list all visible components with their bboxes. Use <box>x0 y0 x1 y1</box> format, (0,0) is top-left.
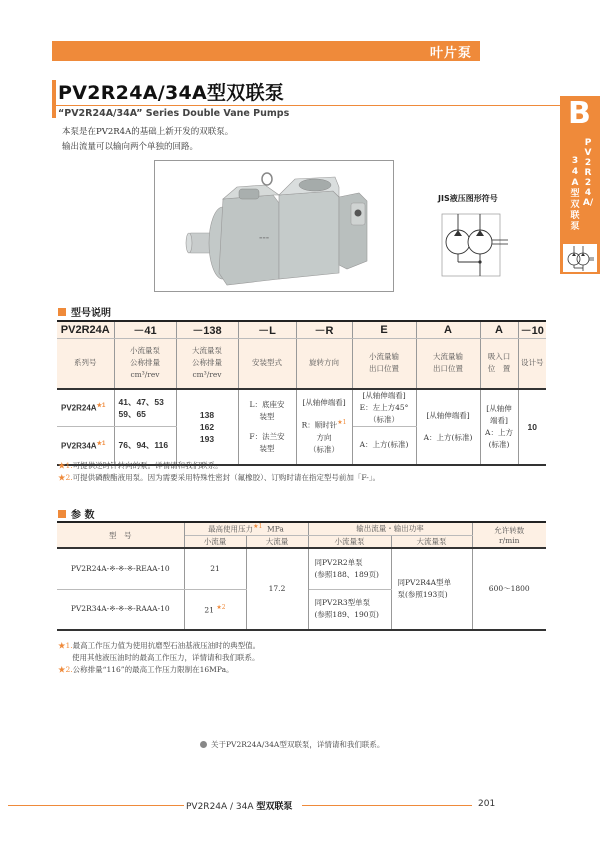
desc-small-displacement: 小流量泵 公称排量 cm³/rev <box>114 339 176 389</box>
small-outlet-cell: A：上方(标准) <box>352 427 416 465</box>
footer-rule-right <box>302 805 472 806</box>
desc-design: 设计号 <box>518 339 546 389</box>
code-large-displacement: －138 <box>176 321 238 339</box>
category-label: 叶片泵 <box>429 46 472 61</box>
large-displacement-cell: 138 162 193 <box>176 389 238 465</box>
page-subtitle: “PV2R24A/34A” Series Double Vane Pumps <box>58 108 290 119</box>
code-design: －10 <box>518 321 546 339</box>
side-tab-letter: B <box>568 96 591 131</box>
mounting-cell: L：底座安 装型 F：法兰安 装型 <box>238 389 296 465</box>
page-title: PV2R24A/34A型双联泵 <box>58 82 285 104</box>
model-code-table <box>57 320 546 466</box>
desc-mounting: 安装型式 <box>238 339 296 389</box>
large-outlet-cell: [从轴伸端看] A：上方(标准) <box>416 389 480 465</box>
header-large-flow: 大流量 <box>246 535 308 548</box>
suction-cell: [从轴伸 端看] A：上方 (标准) <box>480 389 518 465</box>
category-banner <box>52 41 480 61</box>
hydraulic-double-pump-symbol-icon <box>440 210 510 284</box>
note-line: 使用其他液压油时的最高工作压力，详情请和我们联系。 <box>72 653 260 662</box>
params-section-title: 参 数 <box>71 510 95 521</box>
note-line: ★1.最高工作压力值为使用抗磨型石油基液压油时的典型值。 <box>58 641 261 650</box>
code-small-outlet: E <box>352 321 416 339</box>
header-speed: 允许转数 r/min <box>472 522 546 548</box>
side-tab-text-1: PV2R24A/ <box>582 138 594 208</box>
jis-symbol-label: JIS液压图形符号 <box>438 194 498 203</box>
double-pump-symbol-icon <box>563 244 597 272</box>
side-tab-text-2: 34A型双联泵 <box>570 156 580 232</box>
code-suction: A <box>480 321 518 339</box>
desc-small-outlet: 小流量输 出口位置 <box>352 339 416 389</box>
code-row <box>57 321 546 339</box>
params-row-pv2r24a <box>57 548 546 589</box>
header-large-pump: 大流量泵 <box>391 535 472 548</box>
desc-series: 系列号 <box>57 339 114 389</box>
header-small-pump: 小流量泵 <box>308 535 391 548</box>
params-notes <box>58 640 260 676</box>
parameters-table <box>57 521 546 631</box>
code-small-displacement: －41 <box>114 321 176 339</box>
large-pressure-cell: 17.2 <box>246 548 308 630</box>
header-small-flow: 小流量 <box>184 535 246 548</box>
model-section-title: 型号说明 <box>71 308 111 319</box>
small-outlet-cell: [从轴伸端看] E：左上方45° （标准） <box>352 389 416 427</box>
intro-line: 本泵是在PV2R4A的基础上新开发的双联泵。 <box>62 127 234 137</box>
series-cell: $PV2R34A^{★1}$ <box>57 427 114 465</box>
large-output-cell: 同PV2R4A型单 泵(参照193页) <box>391 548 472 630</box>
small-displacement-cell: 41、47、53 59、65 <box>114 389 176 427</box>
title-underline <box>56 105 480 106</box>
intro-line: 输出流量可以输向两个单独的回路。 <box>62 142 199 152</box>
model-cell: PV2R34A-※-※-※-RAAA-10 <box>57 589 184 630</box>
note-line: ★2.可提供磷酸酯液用泵。因为需要采用特殊性密封（氟橡胶）、订购时请在指定型号前加「F-」。 <box>58 473 381 482</box>
code-mounting: －L <box>238 321 296 339</box>
desc-rotation: 旋转方向 <box>296 339 352 389</box>
header-pressure: 最高使用压力$^{★1}$ MPa <box>184 522 308 535</box>
small-output-cell: 同PV2R2单泵 (参照188、189页) <box>308 548 391 589</box>
model-notes <box>58 460 380 484</box>
footer-rule-left <box>8 805 184 806</box>
params-header-row <box>57 522 546 535</box>
contact-note: 关于PV2R24A/34A型双联泵，详情请和我们联系。 <box>200 739 384 750</box>
code-series: PV2R24A <box>57 321 114 339</box>
model-section-heading <box>58 304 111 319</box>
page-number: 201 <box>478 799 496 809</box>
svg-text:≡≡≡: ≡≡≡ <box>259 235 270 240</box>
small-pressure-cell: 21 <box>184 548 246 589</box>
small-displacement-cell: 76、94、116 <box>114 427 176 465</box>
note-line: ★2.公称排量“116”的最高工作压力限制在16MPa。 <box>58 665 234 674</box>
params-section-heading <box>58 506 94 521</box>
model-cell: PV2R24A-※-※-※-REAA-10 <box>57 548 184 589</box>
code-large-outlet: A <box>416 321 480 339</box>
design-number-cell: 10 <box>518 389 546 465</box>
note-line: ★1.可提供逆时针转向的泵。详情请和我们联系。 <box>58 461 223 470</box>
desc-large-displacement: 大流量泵 公称排量 cm³/rev <box>176 339 238 389</box>
rotation-cell: [从轴伸端看] R：顺时针$^{★1}$ 方向 （标准） <box>296 389 352 465</box>
intro-text <box>62 125 233 155</box>
header-output: 输出流量・输出功率 <box>308 522 472 535</box>
section-square-icon <box>58 510 66 518</box>
code-rotation: －R <box>296 321 352 339</box>
header-model: 型 号 <box>57 522 184 548</box>
desc-large-outlet: 大流量输 出口位置 <box>416 339 480 389</box>
title-underline-extension <box>480 105 560 106</box>
model-row-pv2r24a <box>57 389 546 427</box>
footer-title: PV2R24A / 34A 型双联泵 <box>186 802 293 812</box>
desc-suction: 吸入口 位 置 <box>480 339 518 389</box>
section-square-icon <box>58 308 66 316</box>
series-cell: $PV2R24A^{★1}$ <box>57 389 114 427</box>
small-output-cell: 同PV2R3型单泵 (参照189、190页) <box>308 589 391 630</box>
section-side-tab[interactable] <box>560 96 600 274</box>
description-row <box>57 339 546 389</box>
small-pressure-cell: 21 $^{★2}$ <box>184 589 246 630</box>
speed-cell: 600～1800 <box>472 548 546 630</box>
bullet-icon <box>200 741 207 748</box>
title-accent-bar <box>52 80 56 118</box>
pump-photo <box>154 160 394 292</box>
